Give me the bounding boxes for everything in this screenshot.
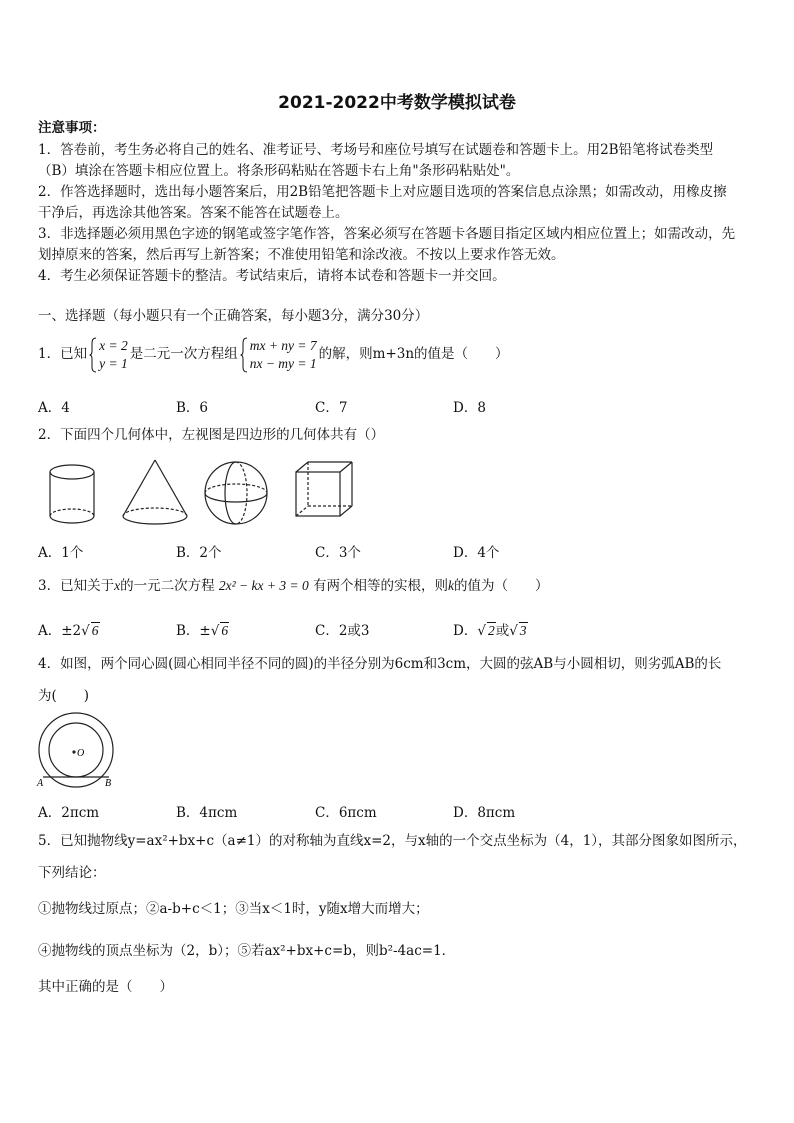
q1-suffix: 的解，则m+3n的值是（ ） xyxy=(318,346,509,362)
q1-option-d[interactable]: D．8 xyxy=(453,400,486,416)
q2-option-a[interactable]: A．1个 xyxy=(38,545,84,561)
q3-var-x: x xyxy=(114,578,121,593)
question-4-line2: 为( ) xyxy=(38,688,90,704)
sqrt-icon: √ xyxy=(509,623,518,639)
label-o: O xyxy=(77,748,85,759)
q2-option-c[interactable]: C．3个 xyxy=(315,545,361,561)
outer-circle xyxy=(39,713,113,787)
radicand: 6 xyxy=(91,623,99,638)
q1-prefix: 1．已知 xyxy=(38,346,88,362)
q3-stem-a: 3．已知关于 xyxy=(38,578,115,594)
left-brace-icon xyxy=(89,337,97,373)
center-dot xyxy=(72,750,75,753)
q1-option-a[interactable]: A．4 xyxy=(38,400,70,416)
sphere-icon xyxy=(205,462,267,524)
cylinder-icon xyxy=(50,465,94,523)
q3-stem-c: 有两个相等的实根，则 xyxy=(313,578,449,594)
notice-line: 1．答卷前，考生务必将自己的姓名、准考证号、考场号和座位号填写在试题卷和答题卡上。用2B铅笔将试卷类型 xyxy=(38,142,714,158)
radicand: 3 xyxy=(519,623,527,638)
radicand: 2 xyxy=(487,623,495,638)
cone-icon xyxy=(123,460,187,524)
cube-icon xyxy=(296,462,352,516)
option-label: B． xyxy=(176,623,200,639)
q1-equation-system xyxy=(240,337,317,373)
option-text: ± xyxy=(199,623,211,639)
notice-line: 2．作答选择题时，选出每小题答案后，用2B铅笔把答题卡上对应题目选项的答案信息点涂黑；如需改动，用橡皮擦 xyxy=(38,184,727,200)
option-label: A． xyxy=(38,623,62,639)
q1-option-b[interactable]: B．6 xyxy=(176,400,209,416)
exam-title: 2021-2022中考数学模拟试卷 xyxy=(278,93,516,113)
question-2-stem: 2．下面四个几何体中，左视图是四边形的几何体共有（） xyxy=(38,427,385,443)
q1-sys1-row: y = 1 xyxy=(99,355,128,371)
question-4-line1: 4．如图，两个同心圆(圆心相同半径不同的圆)的半径分别为6cm和3cm，大圆的弦AB与小圆相切，则劣弧AB的长 xyxy=(38,656,722,672)
question-5-line3: ①抛物线过原点；②a-b+c＜1；③当x＜1时，y随x增大而增大； xyxy=(38,901,429,917)
option-text: 或 xyxy=(495,623,510,639)
question-3-stem xyxy=(38,575,549,597)
q1-sys2-row: nx − my = 1 xyxy=(249,355,317,371)
option-text: ±2 xyxy=(61,623,82,639)
q2-option-b[interactable]: B．2个 xyxy=(176,545,222,561)
q1-middle: 是二元一次方程组 xyxy=(129,346,238,362)
sqrt-icon: √ xyxy=(210,623,220,639)
question-5-line5: 其中正确的是（ ） xyxy=(38,979,173,995)
label-a: A xyxy=(37,778,44,789)
q4-option-c[interactable]: C．6πcm xyxy=(315,805,377,821)
inner-circle xyxy=(49,723,103,777)
left-brace-icon xyxy=(240,337,248,373)
q1-sys1-row: x = 2 xyxy=(99,337,128,353)
q2-option-d[interactable]: D．4个 xyxy=(453,545,500,561)
sqrt-icon: √ xyxy=(477,623,486,639)
q1-sys2-row: mx + ny = 7 xyxy=(249,337,317,353)
notice-heading: 注意事项： xyxy=(38,120,106,136)
notice-line: 3．非选择题必须用黑色字迹的钢笔或签字笔作答，答案必须写在答题卡各题目指定区域内相应位置上；如需改动，先 xyxy=(38,226,736,242)
q3-option-b[interactable] xyxy=(176,619,229,639)
q1-option-c[interactable]: C．7 xyxy=(315,400,348,416)
q3-stem-d: 的值为（ ） xyxy=(454,578,549,594)
q4-option-d[interactable]: D．8πcm xyxy=(453,805,516,821)
question-5-line4: ④抛物线的顶点坐标为（2，b）；⑤若ax²+bx+c=b，则b²-4ac=1． xyxy=(38,943,456,959)
notice-line: 4．考生必须保证答题卡的整洁。考试结束后，请将本试卷和答题卡一并交回。 xyxy=(38,268,506,284)
notice-line: 干净后，再选涂其他答案。答案不能答在试题卷上。 xyxy=(38,205,349,221)
sqrt-icon: √ xyxy=(81,623,90,639)
q3-var-k: k xyxy=(448,578,455,593)
radicand: 6 xyxy=(221,623,229,638)
question-1-stem xyxy=(38,333,509,375)
q3-option-a[interactable] xyxy=(38,619,100,639)
question-5-line2: 下列结论： xyxy=(38,865,106,881)
question-5-line1: 5．已知抛物线y=ax²+bx+c（a≠1）的对称轴为直线x=2，与x轴的一个交点坐标为（4，1），其部分图象如图所示， xyxy=(38,833,747,849)
q3-equation: 2x² − kx + 3 = 0 xyxy=(218,578,309,593)
label-b: B xyxy=(105,778,112,789)
q3-option-c[interactable]: C．2或3 xyxy=(315,623,370,639)
notice-line: （B）填涂在答题卡相应位置上。将条形码粘贴在答题卡右上角"条形码粘贴处"。 xyxy=(38,163,520,179)
q3-option-d[interactable] xyxy=(453,619,528,639)
q4-option-b[interactable]: B．4πcm xyxy=(176,805,238,821)
section-heading: 一、选择题（每小题只有一个正确答案，每小题3分，满分30分） xyxy=(38,308,429,324)
q1-solution-system xyxy=(89,337,128,373)
q4-option-a[interactable]: A．2πcm xyxy=(38,805,100,821)
notice-line: 划掉原来的答案，然后再写上新答案；不准使用铅笔和涂改液。不按以上要求作答无效。 xyxy=(38,247,565,263)
q2-solids-figure xyxy=(38,458,368,530)
option-label: D． xyxy=(453,623,478,639)
q3-stem-b: 的一元二次方程 xyxy=(120,578,215,594)
concentric-circles-figure xyxy=(34,712,120,790)
